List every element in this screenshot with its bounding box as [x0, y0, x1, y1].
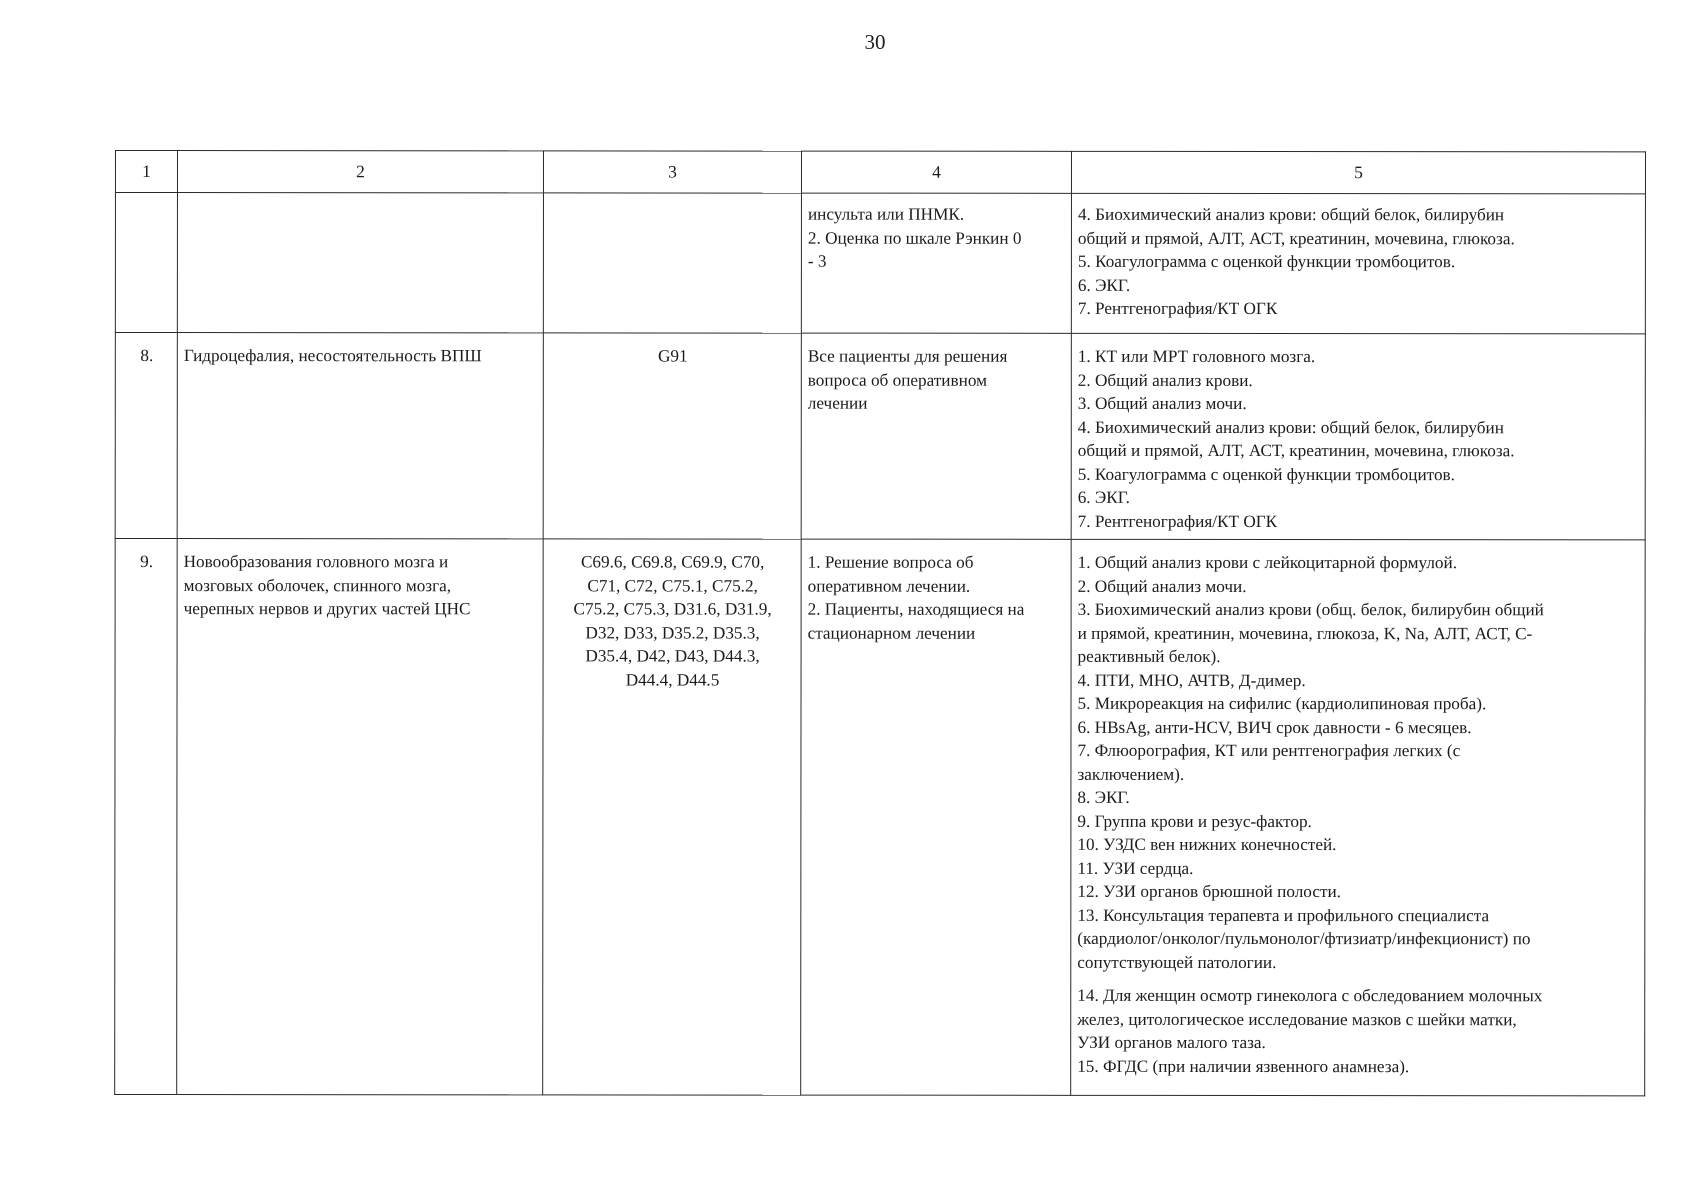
table-row-9	[115, 539, 1645, 1096]
text-line: 2. Оценка по шкале Рэнкин 0	[807, 228, 1022, 248]
text-line: С69.6, С69.8, С69.9, С70,	[580, 552, 765, 572]
examinations-cell	[1071, 539, 1645, 1096]
text-line: Все пациенты для решения	[807, 346, 1008, 366]
text-line: D44.4, D44.5	[625, 669, 720, 690]
text-line: 7. Рентгенография/КТ ОГК	[1077, 511, 1278, 531]
text-line: и прямой, креатинин, мочевина, глюкоза, K, Na, АЛТ, АСТ, С-	[1077, 623, 1533, 643]
text-line: 4. Биохимический анализ крови: общий белок, билирубин	[1077, 204, 1505, 225]
text-line: D32, D33, D35.2, D35.3,	[585, 622, 760, 643]
column-header: 5	[1071, 151, 1645, 194]
row-number-cell	[115, 193, 177, 333]
text-line: С75.2, С75.3, D31.6, D31.9,	[573, 599, 772, 619]
page-number: 30	[864, 30, 886, 54]
row-number-cell: 9.	[115, 539, 177, 1095]
column-header: 2	[177, 151, 543, 193]
text-line: 3. Общий анализ мочи.	[1077, 393, 1247, 413]
text-line: 9. Группа крови и резус-фактор.	[1077, 811, 1312, 831]
icd-codes-cell	[543, 539, 801, 1095]
column-header: 1	[115, 151, 177, 193]
text-line: 8. ЭКГ.	[1077, 787, 1130, 807]
text-line: УЗИ органов малого таза.	[1077, 1032, 1266, 1053]
diagnosis-cell: Гидроцефалия, несостоятельность ВПШ	[177, 333, 543, 539]
examinations-cell	[1071, 193, 1645, 334]
text-line: 13. Консультация терапевта и профильного специалиста	[1077, 905, 1490, 925]
text-line: Новообразования головного мозга и	[183, 552, 449, 572]
row-number-cell: 8.	[115, 333, 177, 539]
text-line: вопроса об оперативном	[807, 370, 987, 390]
icd-codes-cell: G91	[543, 333, 801, 539]
text-line: стационарном лечении	[807, 623, 976, 643]
text-line: 7. Флюорография, КТ или рентгенография легких (с	[1077, 740, 1461, 761]
paragraph-gap	[1077, 974, 1639, 984]
text-line: 1. Общий анализ крови с лейкоцитарной формулой.	[1077, 552, 1458, 573]
text-line: 2. Пациенты, находящиеся на	[807, 599, 1025, 619]
diagnosis-cell	[177, 539, 543, 1095]
table-row-continuation	[115, 193, 1645, 334]
text-line: 10. УЗДС вен нижних конечностей.	[1077, 834, 1337, 855]
examinations-cell	[1071, 333, 1645, 540]
text-line: реактивный белок).	[1077, 646, 1221, 666]
text-line: - 3	[807, 251, 827, 271]
text-line: 1. Решение вопроса об	[807, 552, 974, 572]
text-line: лечении	[807, 393, 868, 413]
indications-cell	[801, 193, 1071, 333]
examination-table	[114, 150, 1646, 1096]
text-line: 14. Для женщин осмотр гинеколога с обследованием молочных	[1077, 985, 1543, 1006]
text-line: оперативном лечении.	[807, 576, 971, 596]
table-row-8	[115, 333, 1645, 540]
text-line: общий и прямой, АЛТ, АСТ, креатинин, мочевина, глюкоза.	[1077, 228, 1515, 248]
text-line: 2. Общий анализ крови.	[1077, 370, 1253, 390]
text-line: 5. Микрореакция на сифилис (кардиолипиновая проба).	[1077, 693, 1487, 714]
text-line: 2. Общий анализ мочи.	[1077, 576, 1247, 596]
text-line: мозговых оболочек, спинного мозга,	[183, 575, 452, 595]
text-line: заключением).	[1077, 764, 1185, 784]
column-header: 3	[543, 151, 801, 193]
text-line: инсульта или ПНМК.	[807, 204, 965, 224]
indications-cell	[801, 333, 1071, 539]
text-line: 15. ФГДС (при наличии язвенного анамнеза).	[1077, 1056, 1410, 1076]
diagnosis-cell	[177, 193, 543, 333]
text-line: 4. Биохимический анализ крови: общий белок, билирубин	[1077, 417, 1504, 437]
text-line: С71, С72, С75.1, С75.2,	[587, 575, 758, 596]
text-line: 6. ЭКГ.	[1077, 487, 1131, 507]
text-line: 7. Рентгенография/КТ ОГК	[1077, 298, 1278, 319]
text-line: 4. ПТИ, МНО, АЧТВ, Д-димер.	[1077, 670, 1306, 690]
text-line: желез, цитологическое исследование мазков с шейки матки,	[1077, 1009, 1517, 1029]
text-line: черепных нервов и других частей ЦНС	[183, 599, 471, 619]
text-line: общий и прямой, АЛТ, АСТ, креатинин, мочевина, глюкоза.	[1077, 440, 1515, 461]
text-line: 1. КТ или МРТ головного мозга.	[1077, 346, 1316, 367]
text-line: (кардиолог/онколог/пульмонолог/фтизиатр/инфекционист) по	[1077, 928, 1531, 949]
text-line: 3. Биохимический анализ крови (общ. белок, билирубин общий	[1077, 599, 1544, 620]
indications-cell	[801, 539, 1071, 1095]
text-line: 6. ЭКГ.	[1077, 275, 1131, 295]
text-line: 11. УЗИ сердца.	[1077, 858, 1194, 878]
icd-codes-cell	[543, 193, 801, 333]
table-header-row	[115, 151, 1645, 194]
text-line: 5. Коагулограмма с оценкой функции тромбоцитов.	[1077, 251, 1456, 272]
text-line: 6. HBsAg, анти-HCV, ВИЧ срок давности - 6 месяцев.	[1077, 717, 1472, 737]
text-line: сопутствующей патологии.	[1077, 952, 1277, 972]
text-line: 12. УЗИ органов брюшной полости.	[1077, 881, 1341, 902]
text-line: D35.4, D42, D43, D44.3,	[585, 646, 760, 666]
text-line: 5. Коагулограмма с оценкой функции тромбоцитов.	[1077, 464, 1455, 484]
column-header: 4	[801, 151, 1071, 193]
